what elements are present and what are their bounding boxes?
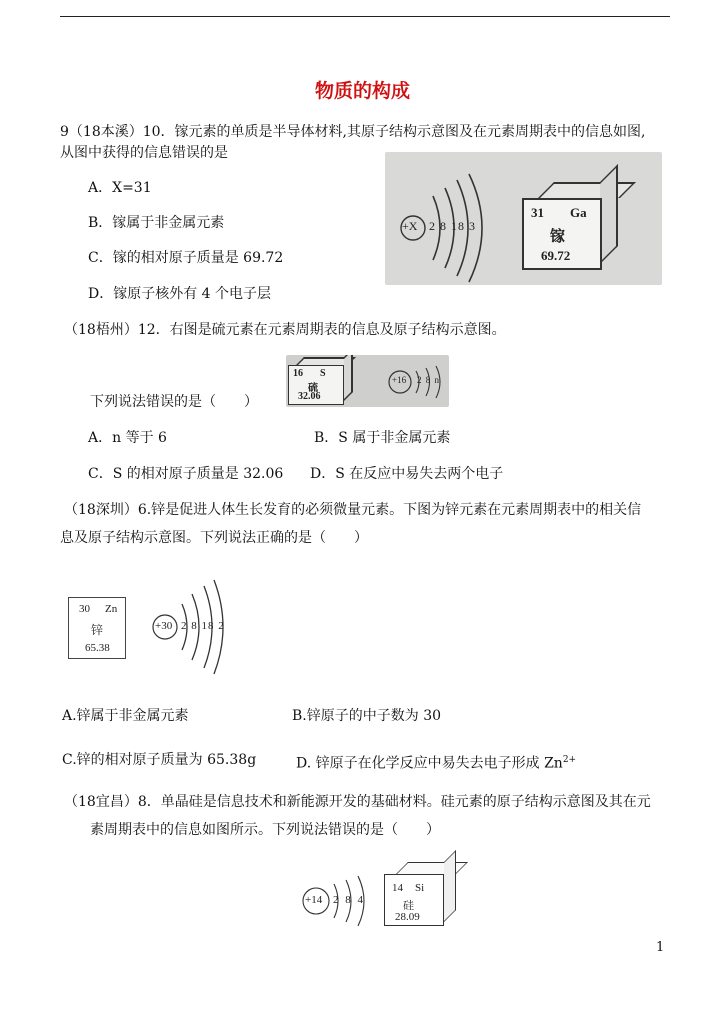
- q4-shells-label: 2 8 4: [333, 894, 365, 906]
- q2-stem: （18梧州）12．右图是硫元素在元素周期表的信息及原子结构示意图。: [64, 322, 506, 338]
- q1-shells-label: 2 8 18 3: [429, 219, 476, 233]
- q3-option-d-text: D. 锌原子在化学反应中易失去电子形成 Zn: [296, 755, 563, 772]
- q1-nucleus-label: +X: [402, 219, 418, 233]
- q2-option-b: B．S 属于非金属元素: [314, 430, 451, 446]
- q1-option-c: C．镓的相对原子质量是 69.72: [88, 250, 284, 266]
- q2-figure: [286, 355, 449, 407]
- q2-option-d: D．S 在反应中易失去两个电子: [310, 466, 504, 482]
- q2-element-number: 16: [293, 368, 303, 379]
- q1-element-symbol: Ga: [570, 205, 587, 220]
- q2-shells-label: 2 8 n: [417, 375, 440, 385]
- q2-element-symbol: S: [320, 368, 326, 379]
- q2-option-c: C．S 的相对原子质量是 32.06: [88, 466, 284, 482]
- q1-option-a: A．X=31: [88, 180, 152, 196]
- q4-nucleus-label: +14: [305, 894, 323, 906]
- page-number: 1: [656, 940, 665, 955]
- page-title: 物质的构成: [314, 80, 410, 102]
- q3-stem-line2: 息及原子结构示意图。下列说法正确的是（ ）: [60, 530, 368, 546]
- q3-option-d-superscript: 2+: [562, 755, 577, 765]
- q3-option-d: [296, 750, 576, 774]
- q1-stem-line2: 从图中获得的信息错误的是: [60, 145, 228, 161]
- q3-element-card: [68, 597, 126, 659]
- q4-stem-line2: 素周期表中的信息如图所示。下列说法错误的是（ ）: [90, 822, 440, 838]
- q2-atomic-mass: 32.06: [298, 391, 321, 402]
- q2-option-a: A．n 等于 6: [88, 430, 167, 446]
- q1-stem-line1: 9（18本溪）10．镓元素的单质是半导体材料,其原子结构示意图及在元素周期表中的信息如图,: [60, 124, 646, 140]
- q4-element-number: 14: [392, 882, 403, 894]
- q4-stem-line1: （18宜昌）8．单晶硅是信息技术和新能源开发的基础材料。硅元素的原子结构示意图及其在元: [64, 794, 651, 810]
- q1-figure: [385, 152, 662, 285]
- q4-element-name: 硅: [403, 899, 414, 912]
- q3-nucleus-label: +30: [155, 620, 173, 632]
- q3-option-a: A.锌属于非金属元素: [62, 708, 189, 724]
- q4-card-side: [444, 850, 456, 922]
- q2-prompt: 下列说法错误的是（ ）: [90, 394, 258, 410]
- q1-option-b: B．镓属于非金属元素: [88, 215, 225, 231]
- q3-option-c: [62, 750, 256, 770]
- q1-element-name: 镓: [550, 227, 566, 245]
- q3-element-name: 锌: [91, 623, 104, 637]
- q2-nucleus-label: +16: [392, 375, 407, 385]
- q3-stem-line1: （18深圳）6.锌是促进人体生长发育的必须微量元素。下图为锌元素在元素周期表中的相关信: [64, 502, 642, 518]
- q1-atomic-mass: 69.72: [541, 248, 571, 263]
- q2-element-name: 硫: [308, 383, 318, 394]
- q3-element-symbol: Zn: [105, 603, 118, 615]
- q3-shells-label: 2 8 18 2: [181, 620, 225, 632]
- q3-option-c-text: C.锌的相对原子质量为 65.38g: [62, 752, 257, 768]
- q4-element-symbol: Si: [415, 882, 425, 894]
- q4-card-top: [396, 862, 468, 874]
- q3-atomic-mass: 65.38: [85, 642, 110, 654]
- q2-card-side: [344, 355, 353, 401]
- q4-atomic-mass: 28.09: [395, 911, 420, 923]
- header-rule: [60, 16, 670, 17]
- q3-element-number: 30: [79, 603, 90, 615]
- q3-option-b: B.锌原子的中子数为 30: [292, 708, 442, 724]
- q1-element-number: 31: [531, 205, 544, 220]
- q1-option-d: D．镓原子核外有 4 个电子层: [88, 286, 272, 302]
- q1-card-top: [538, 182, 636, 198]
